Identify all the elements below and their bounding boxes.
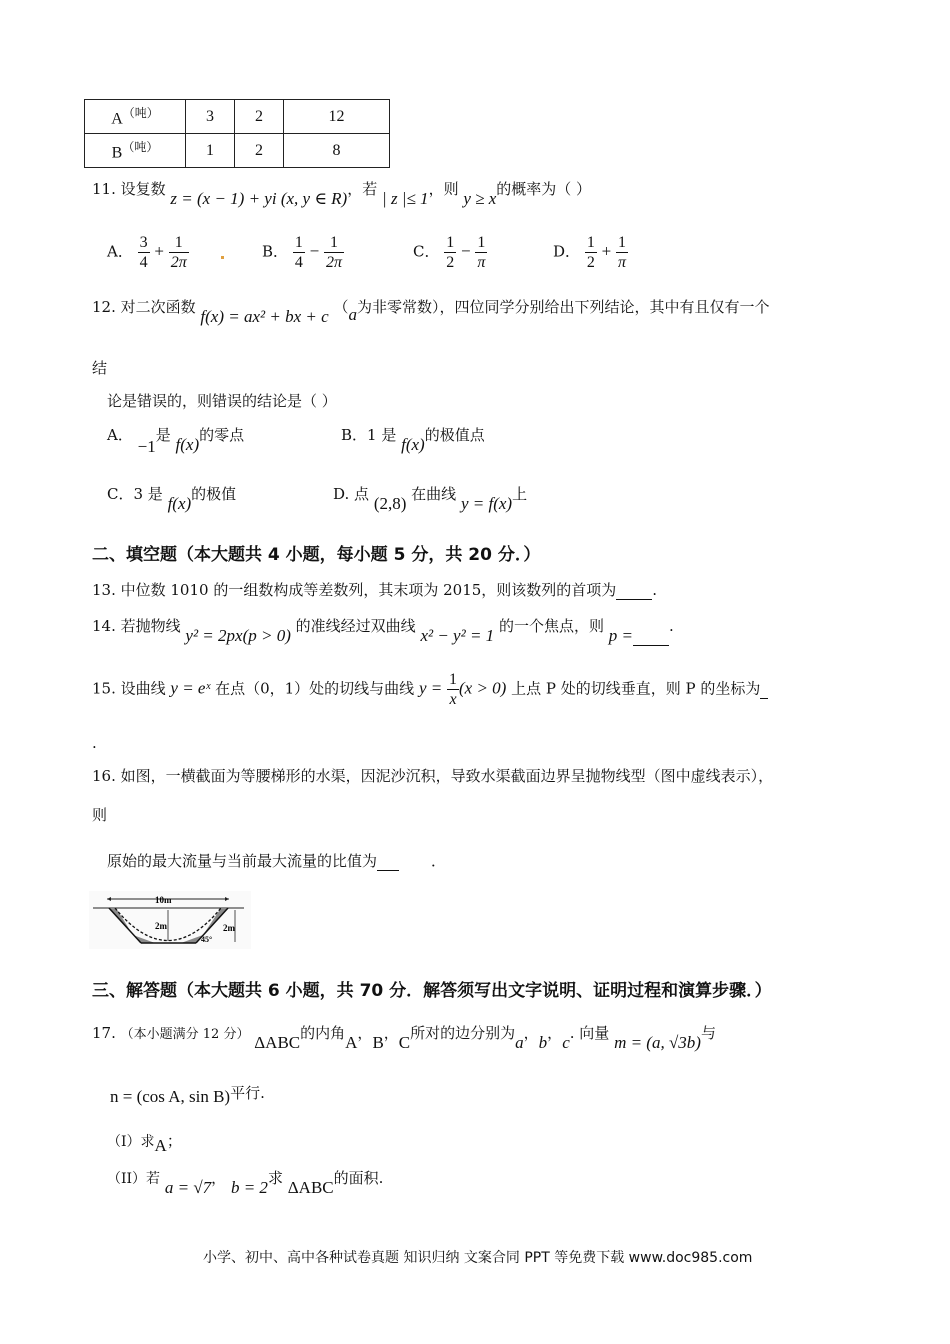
- q11-option-c: [413, 233, 487, 272]
- vector-m: m = (a, √3b): [614, 1033, 701, 1052]
- q17-stem: 17. （本小题满分 12 分） ΔABC的内角A，B，C所对的边分别为a，b，c. 向量 m = (a, √3b)与: [92, 1024, 716, 1052]
- q12-formula: f(x) = ax² + bx + c: [200, 307, 329, 326]
- q16-line2: 则: [92, 806, 108, 824]
- operator: −: [309, 241, 320, 261]
- option-label: C．: [413, 242, 440, 261]
- q11-formula: z = (x − 1) + yi (x, y ∈ R): [170, 189, 348, 208]
- q12-text: 12. 对二次函数: [92, 298, 196, 316]
- q17-text: 的面积.: [333, 1169, 384, 1187]
- q17-part1: [107, 1130, 182, 1155]
- q14-formula: p =: [608, 626, 633, 645]
- table-cell: 2: [235, 100, 284, 134]
- q12-option-a: [107, 424, 245, 456]
- q12-text: 的极值: [191, 485, 237, 503]
- option-label: B．1 是: [341, 426, 397, 444]
- q17-text: . 向量: [569, 1024, 610, 1042]
- footer-text: 小学、初中、高中各种试卷真题 知识归纳 文案合同 PPT 等免费下载 www.doc985.com: [203, 1250, 753, 1266]
- q12-line3: 论是错误的，则错误的结论是（ ）: [107, 392, 337, 410]
- q11-text: ，若: [347, 180, 378, 198]
- given-a: a = √7: [164, 1178, 212, 1197]
- operator: +: [601, 241, 612, 261]
- function-f: f(x): [401, 435, 425, 454]
- answer-blank: [760, 680, 768, 699]
- option-label: A．: [107, 242, 133, 261]
- q12-text: 为非零常数），四位同学分别给出下列结论，其中有且仅有一个: [356, 298, 770, 316]
- q17-text: 的内角: [300, 1024, 346, 1042]
- table-cell: 12: [284, 100, 390, 134]
- q15-formula: (x > 0): [459, 678, 507, 698]
- q15-formula: y =: [418, 678, 443, 698]
- q17-text: 所对的边分别为: [410, 1024, 516, 1042]
- fraction: $\frac{1}{2}$: [586, 234, 595, 271]
- section-2-title: 二、填空题（本大题共 4 小题，每小题 5 分，共 20 分．）: [92, 545, 541, 565]
- q15-text: 上点 P 处的切线垂直，则 P 的坐标为: [511, 679, 761, 698]
- fraction: $\frac{1}{2\pi}$: [325, 234, 342, 271]
- q12-option-b: [341, 424, 485, 454]
- q11-stem: [92, 178, 592, 208]
- q12-text: 在曲线: [411, 485, 457, 503]
- q11-condition2: y ≥ x: [463, 189, 497, 208]
- table-cell: 2: [235, 134, 284, 168]
- fraction: $\frac{1}{x}$: [449, 671, 457, 708]
- row-unit: （吨）: [122, 106, 159, 121]
- q12-option-d: [333, 483, 528, 513]
- q16-line1: 16. 如图，一横截面为等腰梯形的水渠，因泥沙沉积，导致水渠截面边界呈抛物线型（图中虚线表示），: [92, 767, 774, 785]
- table-row: [85, 100, 390, 134]
- option-label: D. 点: [333, 485, 370, 503]
- point: (2,8): [373, 494, 407, 513]
- q14-formula: x² − y² = 1: [420, 626, 495, 645]
- angle-C: C: [398, 1033, 411, 1052]
- option-label: D．: [553, 242, 581, 261]
- side-c: c: [562, 1033, 570, 1052]
- q11-condition: | z |≤ 1: [382, 189, 429, 208]
- option-value: −1: [137, 437, 156, 456]
- q17-part1-label: （I）求: [107, 1134, 155, 1150]
- q12-stem: [92, 296, 770, 326]
- q15-formula: y = eˣ: [170, 678, 211, 698]
- side-b: b: [538, 1033, 548, 1052]
- q12-text: 上: [512, 485, 528, 503]
- q15: [92, 670, 768, 709]
- side-a: a: [515, 1033, 524, 1052]
- table-row: [85, 134, 390, 168]
- angle-A: A: [345, 1033, 358, 1052]
- angle-label: 45°: [201, 935, 213, 944]
- answer-blank: [377, 852, 399, 871]
- section-3-title: 三、解答题（本大题共 6 小题，共 70 分．解答须写出文字说明、证明过程和演算步骤．）: [92, 981, 772, 1001]
- q15-text: 在点（0，1）处的切线与曲线: [215, 679, 415, 698]
- q15-line2: .: [92, 734, 97, 752]
- q12-line2: 结: [92, 359, 108, 377]
- q17-score: （本小题满分 12 分）: [120, 1027, 250, 1042]
- right-depth-label: 2m: [223, 923, 235, 933]
- angle-B: B: [372, 1033, 384, 1052]
- option-label: C．3 是: [107, 485, 163, 503]
- q12-option-c: [107, 483, 237, 513]
- channel-figure: [89, 891, 251, 949]
- fraction: $\frac{1}{2\pi}$: [170, 234, 187, 271]
- q14-formula: y² = 2px(p > 0): [185, 626, 291, 645]
- q12-var: a: [348, 305, 357, 324]
- table-cell: 3: [186, 100, 235, 134]
- triangle-symbol: ΔABC: [287, 1178, 334, 1197]
- fraction: $\frac{1}{2}$: [446, 234, 455, 271]
- angle-A: A: [154, 1136, 167, 1155]
- row-label: B: [111, 144, 123, 162]
- q14-text: 的准线经过双曲线: [295, 617, 416, 635]
- q17-text: ；: [166, 1132, 182, 1150]
- q14-text: 的一个焦点，则: [498, 617, 604, 635]
- q16-end: ．: [431, 852, 447, 870]
- q11-option-d: [553, 233, 628, 272]
- fraction: $\frac{1}{4}$: [294, 234, 303, 271]
- table-cell: 8: [284, 134, 390, 168]
- q17-text: ，: [211, 1169, 227, 1187]
- q17-text: 求: [267, 1169, 283, 1187]
- q13-end: .: [652, 581, 658, 599]
- q15-text: 15. 设曲线: [92, 679, 166, 698]
- q12-text: 的极值点: [424, 426, 485, 444]
- q12-text: （: [333, 298, 349, 316]
- table-cell: 1: [186, 134, 235, 168]
- q11-option-b: [262, 233, 344, 272]
- q14-end: .: [668, 617, 674, 635]
- function-f: f(x): [167, 494, 192, 513]
- answer-blank: [616, 581, 652, 600]
- triangle-symbol: ΔABC: [254, 1033, 301, 1052]
- orange-dot-mark: [221, 256, 224, 259]
- given-b: b = 2: [230, 1178, 268, 1197]
- q12-text: 的零点: [199, 426, 245, 444]
- fraction: $\frac{1}{\pi}$: [477, 234, 486, 271]
- q13-text: 13. 中位数 1010 的一组数构成等差数列，其末项为 2015，则该数列的首项为: [92, 581, 617, 599]
- function-f: f(x): [175, 435, 200, 454]
- q11-text: 的概率为（ ）: [496, 180, 592, 198]
- q14: [92, 615, 674, 645]
- q16-line3: [107, 850, 446, 871]
- width-label: 10m: [155, 895, 172, 905]
- depth-label: 2m: [155, 921, 167, 931]
- fraction: $\frac{3}{4}$: [139, 234, 148, 271]
- q17-line2: [110, 1082, 265, 1106]
- fraction: $\frac{1}{\pi}$: [617, 234, 626, 271]
- q17-text: 与: [700, 1024, 716, 1042]
- row-label-cell: [85, 134, 186, 168]
- answer-blank: [633, 627, 669, 646]
- option-label: B．: [262, 242, 289, 261]
- row-label: A: [111, 110, 123, 128]
- operator: +: [154, 241, 164, 261]
- q17-part2: [107, 1167, 384, 1197]
- q16-text: 原始的最大流量与当前最大流量的比值为: [107, 852, 378, 870]
- row-unit: （吨）: [122, 140, 159, 155]
- q11-option-a: [107, 233, 189, 272]
- q11-text: ，则: [428, 180, 459, 198]
- q17-number: 17.: [92, 1024, 116, 1042]
- operator: −: [461, 241, 471, 261]
- vector-n: n = (cos A, sin B): [110, 1087, 231, 1106]
- row-label-cell: [85, 100, 186, 134]
- q17-part2-label: （II）若: [107, 1171, 161, 1187]
- curve: y = f(x): [460, 494, 513, 513]
- q11-text: 11. 设复数: [92, 180, 166, 198]
- q17-text: 平行.: [230, 1084, 265, 1102]
- option-label: A．: [107, 426, 133, 444]
- q14-text: 14. 若抛物线: [92, 617, 181, 635]
- q12-text: 是: [155, 426, 171, 444]
- q13: [92, 579, 657, 600]
- data-table: [84, 99, 390, 168]
